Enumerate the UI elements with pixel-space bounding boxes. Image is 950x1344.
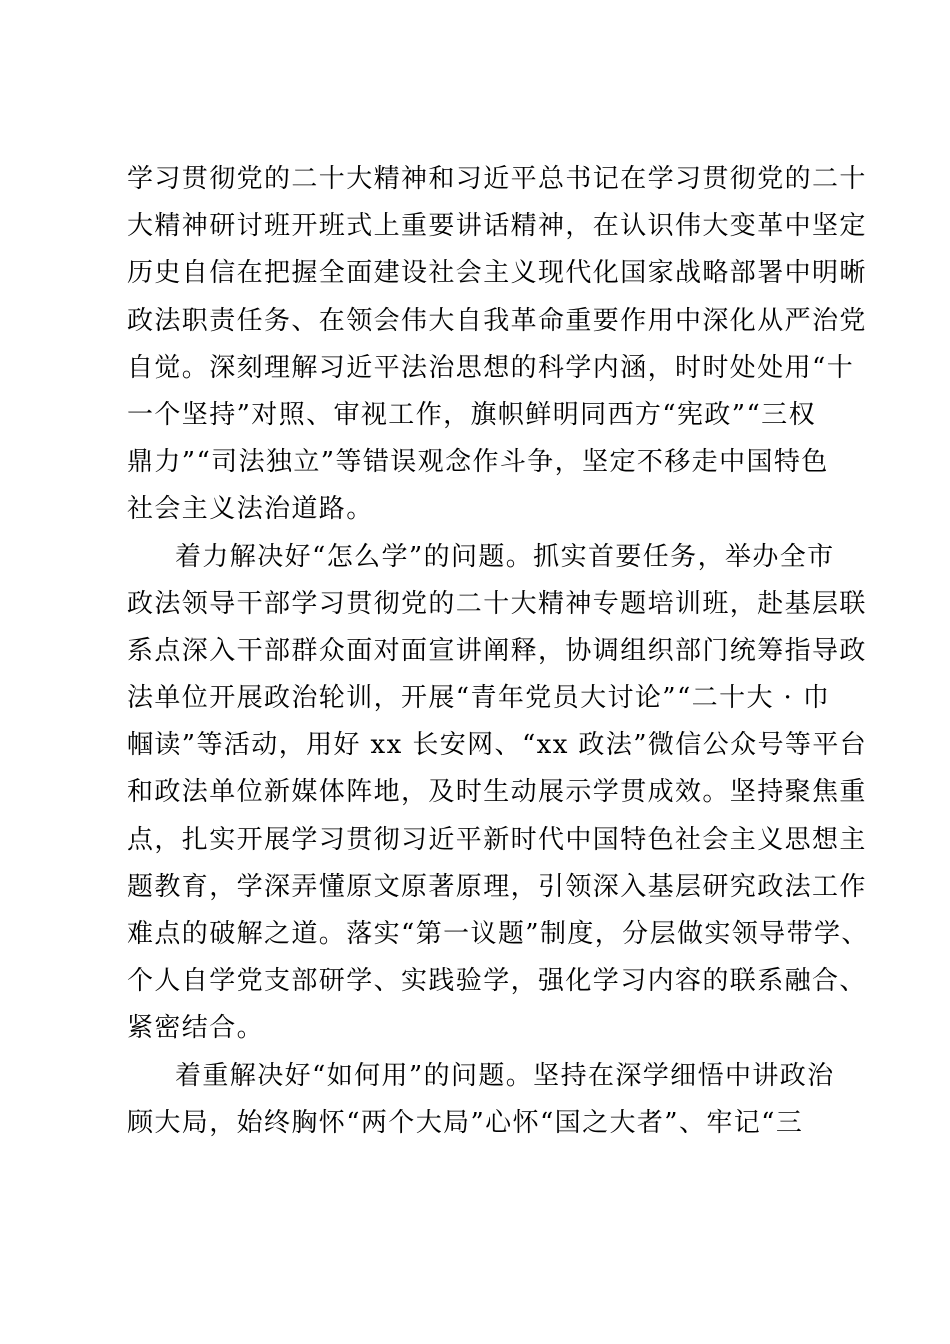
- text-line: 题教育，学深弄懂原文原著原理，引领深入基层研究政法工作: [127, 871, 867, 902]
- text-line: 鼎力”“司法独立”等错误观念作斗争，坚定不移走中国特色: [127, 447, 829, 478]
- paragraph-3: [127, 1053, 837, 1147]
- text-line: 学习贯彻党的二十大精神和习近平总书记在学习贯彻党的二十: [127, 164, 867, 194]
- document-body: [127, 156, 869, 1147]
- paragraph-2: [127, 534, 869, 1053]
- text-line-first: 着重解决好“如何用”的问题。坚持在深学细悟中讲政治: [175, 1060, 835, 1091]
- paragraph-1: [127, 156, 867, 534]
- text-line: 帼读”等活动，用好 xx 长安网、“xx 政法”微信公众号等平台: [127, 730, 868, 761]
- text-line: 法单位开展政治轮训，开展“青年党员大讨论”“二十大 · 巾: [127, 683, 831, 714]
- text-line: 政法职责任务、在领会伟大自我革命重要作用中深化从严治党: [127, 305, 867, 336]
- text-line: 历史自信在把握全面建设社会主义现代化国家战略部署中明晰: [127, 258, 867, 289]
- text-line: 政法领导干部学习贯彻党的二十大精神专题培训班，赴基层联: [127, 588, 867, 619]
- text-line-first: 着力解决好“怎么学”的问题。抓实首要任务，举办全市: [175, 541, 835, 572]
- text-line: 自觉。深刻理解习近平法治思想的科学内涵，时时处处用“十: [127, 352, 855, 383]
- text-line: 和政法单位新媒体阵地，及时生动展示学贯成效。坚持聚焦重: [127, 777, 867, 808]
- text-line: 紧密结合。: [127, 1013, 265, 1044]
- text-line: 社会主义法治道路。: [127, 494, 374, 525]
- text-line: 难点的破解之道。落实“第一议题”制度，分层做实领导带学、: [127, 919, 869, 949]
- text-line: 大精神研讨班开班式上重要讲话精神，在认识伟大变革中坚定: [127, 211, 867, 242]
- text-line: 点，扎实开展学习贯彻习近平新时代中国特色社会主义思想主: [127, 824, 867, 855]
- text-line: 一个坚持”对照、审视工作，旗帜鲜明同西方“宪政”“三权: [127, 399, 816, 430]
- text-line: 个人自学党支部研学、实践验学，强化学习内容的联系融合、: [127, 966, 867, 997]
- text-line: 顾大局，始终胸怀“两个大局”心怀“国之大者”、牢记“三: [127, 1107, 804, 1138]
- text-line: 系点深入干部群众面对面宣讲阐释，协调组织部门统筹指导政: [127, 635, 867, 666]
